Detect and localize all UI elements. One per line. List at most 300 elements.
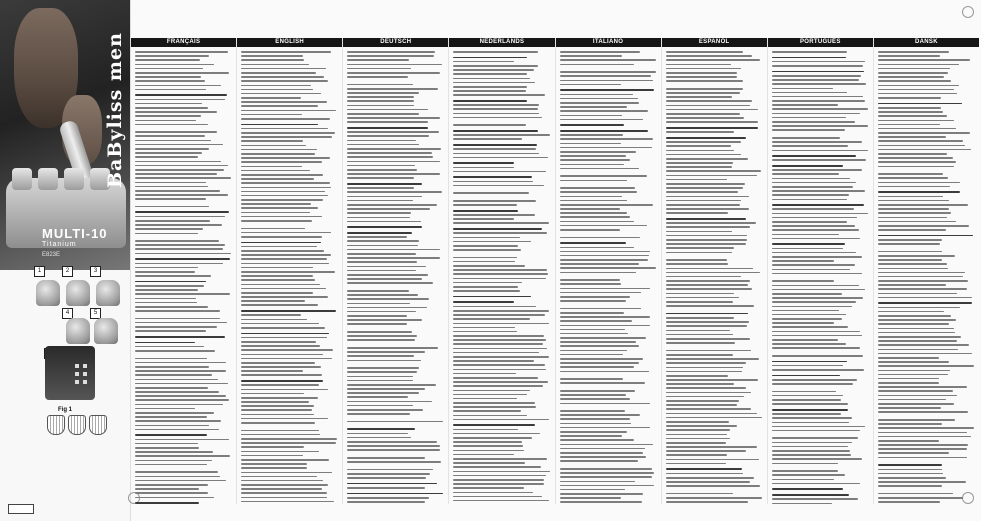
- text-line: [347, 76, 408, 78]
- text-line: [241, 497, 326, 499]
- text-line: [347, 282, 432, 284]
- footer-code-box: [8, 504, 34, 514]
- text-line: [560, 134, 623, 136]
- text-line: [135, 59, 200, 61]
- text-line: [560, 51, 641, 53]
- text-line: [135, 447, 199, 449]
- text-line: [666, 334, 733, 336]
- text-line: [135, 89, 206, 91]
- text-line: [241, 279, 315, 281]
- text-line: [878, 293, 957, 295]
- text-line: [878, 182, 961, 184]
- text-line: [453, 483, 543, 485]
- column-title: ENGLISH: [237, 38, 342, 47]
- text-line: [772, 248, 843, 250]
- text-line: [560, 263, 640, 265]
- text-line: [453, 192, 529, 194]
- text-line: [878, 382, 939, 384]
- text-line: [347, 232, 412, 234]
- text-line: [878, 315, 951, 317]
- text-line: [453, 157, 547, 159]
- text-line: [453, 144, 537, 146]
- text-line: [878, 115, 947, 117]
- text-line: [666, 113, 741, 115]
- text-line: [347, 473, 430, 475]
- text-line: [241, 228, 305, 230]
- text-line: [241, 212, 310, 214]
- text-line: [241, 254, 331, 256]
- text-line: [453, 479, 543, 481]
- text-line: [347, 196, 422, 198]
- text-line: [241, 310, 336, 312]
- text-line: [666, 150, 734, 152]
- text-line: [453, 406, 536, 408]
- text-line: [878, 212, 951, 214]
- text-line: [241, 409, 312, 411]
- text-line: [666, 175, 757, 177]
- text-line: [135, 152, 202, 154]
- text-line: [772, 129, 845, 131]
- text-line: [241, 362, 315, 364]
- text-line: [453, 419, 548, 421]
- model-subtitle: Titanium: [42, 241, 77, 248]
- text-line: [347, 217, 410, 219]
- text-line: [241, 101, 326, 103]
- text-line: [666, 358, 759, 360]
- text-line: [135, 206, 209, 208]
- key-shape: [75, 380, 79, 384]
- text-line: [878, 153, 947, 155]
- text-line: [347, 140, 416, 142]
- text-line: [453, 210, 518, 212]
- text-line: [347, 392, 419, 394]
- text-line: [878, 323, 949, 325]
- text-line: [453, 94, 544, 96]
- text-line: [878, 328, 954, 330]
- text-line: [560, 110, 648, 112]
- text-line: [666, 276, 742, 278]
- text-line: [560, 208, 620, 210]
- column-en: [237, 38, 343, 504]
- text-line: [135, 263, 223, 265]
- text-line: [135, 362, 226, 364]
- text-line: [241, 271, 335, 273]
- text-line: [878, 423, 942, 425]
- text-line: [241, 110, 336, 112]
- text-line: [347, 165, 415, 167]
- text-line: [878, 255, 955, 257]
- text-line: [135, 85, 221, 87]
- text-line: [241, 220, 312, 222]
- text-line: [666, 396, 745, 398]
- text-line: [347, 113, 419, 115]
- text-line: [772, 121, 856, 123]
- text-line: [772, 252, 856, 254]
- text-lines: [453, 51, 550, 504]
- text-line: [560, 175, 647, 177]
- text-line: [241, 501, 334, 503]
- text-line: [347, 396, 408, 398]
- text-line: [453, 343, 542, 345]
- text-line: [772, 117, 846, 119]
- text-line: [878, 221, 956, 223]
- text-line: [560, 414, 641, 416]
- text-line: [453, 339, 545, 341]
- text-line: [560, 59, 656, 61]
- text-line: [666, 162, 733, 164]
- text-line: [453, 185, 543, 187]
- text-line: [560, 180, 627, 182]
- text-line: [772, 113, 860, 115]
- text-line: [135, 298, 196, 300]
- text-line: [135, 194, 228, 196]
- text-line: [666, 442, 726, 444]
- text-line: [347, 144, 419, 146]
- text-line: [347, 88, 437, 90]
- text-line: [241, 323, 319, 325]
- text-line: [347, 226, 422, 228]
- text-line: [666, 313, 749, 315]
- text-line: [347, 152, 431, 154]
- text-lines: [241, 51, 338, 504]
- text-line: [666, 137, 747, 139]
- text-line: [453, 218, 513, 220]
- text-line: [772, 301, 856, 303]
- text-line: [347, 413, 410, 415]
- text-line: [666, 404, 737, 406]
- text-line: [878, 485, 942, 487]
- text-line: [347, 469, 432, 471]
- blade-head: [89, 415, 107, 435]
- text-line: [347, 135, 429, 137]
- blade-heads-image: [47, 415, 107, 435]
- text-line: [453, 402, 535, 404]
- text-line: [772, 199, 847, 201]
- text-line: [560, 481, 636, 483]
- text-line: [878, 284, 946, 286]
- text-line: [560, 267, 656, 269]
- text-line: [135, 310, 220, 312]
- figure-label: 1: [34, 266, 45, 277]
- text-line: [666, 76, 738, 78]
- text-line: [135, 383, 228, 385]
- text-line: [772, 217, 857, 219]
- text-line: [135, 107, 208, 109]
- text-line: [347, 311, 416, 313]
- text-line: [347, 307, 427, 309]
- text-line: [135, 370, 226, 372]
- text-line: [347, 290, 409, 292]
- text-line: [878, 448, 967, 450]
- text-line: [241, 380, 323, 382]
- text-line: [241, 405, 314, 407]
- text-line: [453, 394, 527, 396]
- text-line: [241, 199, 323, 201]
- text-line: [666, 55, 752, 57]
- text-line: [666, 218, 747, 220]
- text-line: [241, 418, 327, 420]
- text-line: [347, 409, 423, 411]
- text-line: [135, 55, 209, 57]
- text-line: [241, 174, 323, 176]
- text-line: [560, 71, 656, 73]
- text-line: [560, 444, 653, 446]
- text-line: [241, 463, 307, 465]
- text-line: [347, 355, 414, 357]
- text-line: [347, 477, 426, 479]
- text-line: [878, 336, 962, 338]
- text-line: [560, 200, 628, 202]
- text-line: [453, 450, 524, 452]
- text-line: [772, 234, 839, 236]
- text-line: [135, 111, 217, 113]
- text-line: [241, 296, 327, 298]
- text-line: [347, 68, 411, 70]
- text-line: [241, 246, 317, 248]
- text-line: [666, 154, 742, 156]
- text-line: [878, 51, 949, 53]
- text-line: [453, 471, 549, 473]
- text-line: [666, 468, 743, 470]
- text-line: [666, 375, 728, 377]
- text-line: [135, 198, 206, 200]
- text-line: [772, 442, 853, 444]
- text-line: [241, 422, 315, 424]
- text-line: [453, 167, 513, 169]
- text-line: [560, 64, 635, 66]
- text-line: [347, 240, 419, 242]
- text-line: [878, 386, 967, 388]
- text-line: [135, 76, 201, 78]
- text-line: [772, 413, 841, 415]
- text-line: [772, 182, 856, 184]
- text-line: [241, 203, 311, 205]
- text-line: [772, 186, 854, 188]
- text-line: [135, 267, 198, 269]
- text-line: [241, 442, 336, 444]
- text-line: [878, 440, 939, 442]
- text-line: [772, 260, 834, 262]
- text-line: [560, 119, 644, 121]
- text-line: [666, 288, 752, 290]
- text-line: [560, 251, 650, 253]
- text-line: [453, 327, 514, 329]
- text-line: [666, 117, 745, 119]
- text-line: [666, 121, 758, 123]
- text-line: [241, 337, 326, 339]
- text-line: [772, 125, 868, 127]
- text-line: [135, 148, 209, 150]
- text-line: [135, 488, 199, 490]
- text-line: [135, 497, 214, 499]
- text-line: [453, 323, 548, 325]
- model-code: E823E: [42, 252, 61, 258]
- text-line: [666, 179, 727, 181]
- text-line: [878, 464, 942, 466]
- text-line: [241, 258, 326, 260]
- text-line: [878, 235, 973, 237]
- text-line: [666, 301, 733, 303]
- text-line: [453, 301, 513, 303]
- attachment-image: [94, 318, 118, 344]
- text-line: [878, 473, 943, 475]
- text-line: [878, 166, 954, 168]
- text-line: [878, 111, 943, 113]
- text-line: [560, 418, 631, 420]
- text-line: [772, 96, 863, 98]
- text-line: [878, 272, 965, 274]
- key-shape: [83, 372, 87, 376]
- text-line: [241, 480, 323, 482]
- text-line: [135, 233, 198, 235]
- key-shape: [83, 380, 87, 384]
- text-line: [560, 472, 654, 474]
- text-line: [347, 253, 416, 255]
- text-line: [772, 314, 846, 316]
- text-line: [666, 263, 728, 265]
- text-line: [347, 148, 441, 150]
- text-line: [453, 475, 545, 477]
- text-line: [241, 345, 320, 347]
- text-line: [666, 421, 729, 423]
- text-line: [666, 497, 762, 499]
- text-line: [878, 501, 940, 503]
- text-line: [666, 413, 757, 415]
- text-line: [347, 109, 428, 111]
- text-line: [560, 378, 623, 380]
- text-line: [347, 303, 410, 305]
- text-line: [135, 374, 212, 376]
- text-line: [135, 429, 219, 431]
- text-line: [347, 497, 429, 499]
- text-line: [453, 360, 534, 362]
- text-line: [560, 456, 646, 458]
- text-line: [666, 463, 726, 465]
- text-line: [772, 293, 842, 295]
- attachment-image: [66, 280, 90, 306]
- text-line: [347, 64, 442, 66]
- text-line: [560, 358, 644, 360]
- text-line: [347, 200, 413, 202]
- text-line: [560, 288, 650, 290]
- text-line: [241, 451, 319, 453]
- text-line: [241, 472, 332, 474]
- text-line: [347, 117, 440, 119]
- text-line: [135, 177, 231, 179]
- text-line: [453, 181, 533, 183]
- column-da: [874, 38, 979, 504]
- text-line: [135, 190, 220, 192]
- text-line: [453, 90, 526, 92]
- text-line: [772, 79, 859, 81]
- text-line: [772, 165, 843, 167]
- text-line: [666, 268, 753, 270]
- text-line: [241, 354, 323, 356]
- text-line: [772, 243, 845, 245]
- text-line: [560, 460, 639, 462]
- text-line: [347, 191, 442, 193]
- text-line: [666, 127, 758, 129]
- text-line: [135, 399, 229, 401]
- text-line: [666, 109, 758, 111]
- text-line: [347, 208, 430, 210]
- text-line: [772, 51, 847, 53]
- text-line: [135, 253, 231, 255]
- text-line: [135, 391, 219, 393]
- text-line: [772, 494, 850, 496]
- text-line: [135, 326, 217, 328]
- text-line: [878, 89, 954, 91]
- text-line: [453, 458, 546, 460]
- text-line: [241, 161, 322, 163]
- text-line: [135, 404, 223, 406]
- text-line: [135, 94, 227, 96]
- text-line: [772, 331, 860, 333]
- column-fr: [131, 38, 237, 504]
- language-columns: [131, 38, 979, 504]
- text-line: [560, 84, 621, 86]
- column-es: [662, 38, 768, 504]
- text-line: [347, 121, 428, 123]
- text-line: [560, 410, 625, 412]
- text-line: [772, 173, 839, 175]
- text-line: [878, 259, 942, 261]
- text-line: [241, 114, 302, 116]
- text-line: [135, 68, 203, 70]
- text-line: [772, 383, 854, 385]
- text-line: [560, 439, 635, 441]
- text-line: [666, 425, 738, 427]
- text-line: [666, 321, 750, 323]
- text-line: [453, 331, 516, 333]
- text-line: [241, 89, 313, 91]
- text-line: [453, 124, 526, 126]
- text-line: [241, 132, 335, 134]
- text-line: [666, 325, 748, 327]
- text-line: [135, 131, 217, 133]
- text-line: [666, 481, 750, 483]
- text-line: [666, 204, 741, 206]
- text-line: [560, 124, 624, 126]
- column-title: PORTUGUÊS: [768, 38, 873, 47]
- text-line: [241, 384, 319, 386]
- text-line: [772, 213, 868, 215]
- text-line: [772, 347, 860, 349]
- text-line: [878, 97, 941, 99]
- text-line: [241, 374, 322, 376]
- text-lines: [772, 51, 869, 504]
- text-line: [772, 391, 836, 393]
- text-line: [241, 300, 305, 302]
- text-line: [241, 64, 309, 66]
- column-title: DEUTSCH: [343, 38, 448, 47]
- column-title: FRANÇAIS: [131, 38, 236, 47]
- text-line: [347, 315, 407, 317]
- text-line: [560, 448, 645, 450]
- text-line: [135, 395, 226, 397]
- text-line: [135, 412, 214, 414]
- text-line: [666, 473, 744, 475]
- text-line: [772, 65, 863, 67]
- text-line: [453, 441, 522, 443]
- text-line: [453, 335, 543, 337]
- text-line: [453, 377, 537, 379]
- text-line: [878, 427, 974, 429]
- text-line: [135, 416, 207, 418]
- column-title: ESPAÑOL: [662, 38, 767, 47]
- figure-label: 3: [90, 266, 101, 277]
- text-line: [347, 376, 413, 378]
